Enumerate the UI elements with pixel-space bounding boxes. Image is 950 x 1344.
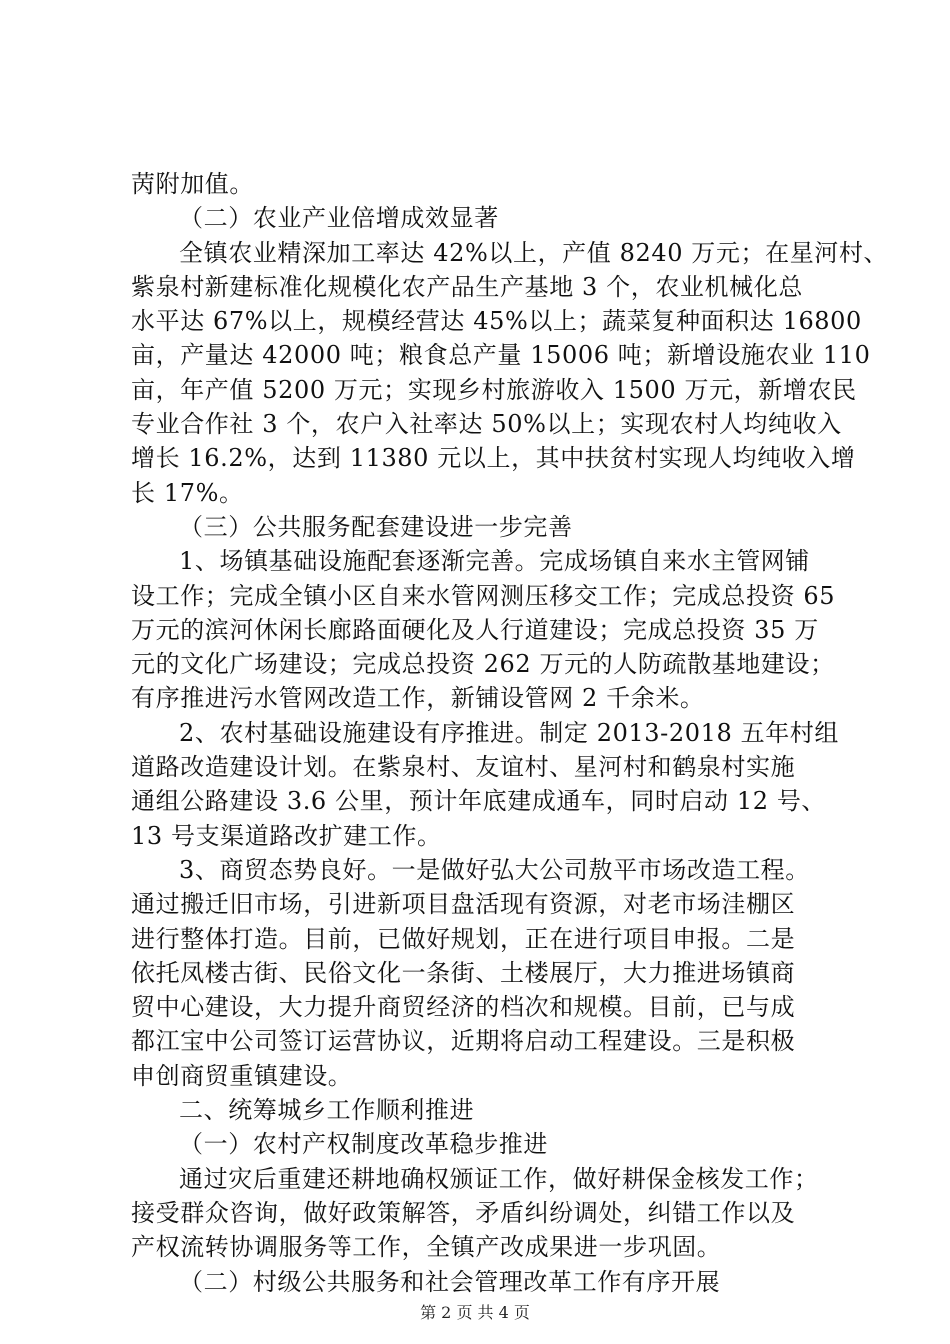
paragraph-line: 进行整体打造。目前，已做好规划，正在进行项目申报。二是 (131, 924, 796, 953)
paragraph-line: 元的文化广场建设；完成总投资 262 万元的人防疏散基地建设； (131, 650, 835, 679)
paragraph-line: 设工作；完成全镇小区自来水管网测压移交工作；完成总投资 65 (131, 581, 836, 610)
text-line: 苪附加值。 (131, 170, 254, 198)
paragraph-line: 道路改造建设计划。在紫泉村、友谊村、星河村和鹤泉村实施 (131, 753, 796, 782)
paragraph-line: 产权流转协调服务等工作，全镇产改成果进一步巩固。 (131, 1233, 722, 1262)
section-heading: （二）村级公共服务和社会管理改革工作有序开展 (179, 1267, 721, 1296)
section-heading: （二）农业产业倍增成效显著 (179, 204, 499, 233)
paragraph-line: 2、农村基础设施建设有序推进。制定 2013-2018 五年村组 (179, 718, 839, 747)
paragraph-line: 有序推进污水管网改造工作，新铺设管网 2 千余米。 (131, 684, 705, 713)
paragraph-line: 1、场镇基础设施配套逐渐完善。完成场镇自来水主管网铺 (179, 547, 810, 576)
section-heading: （三）公共服务配套建设进一步完善 (179, 512, 573, 541)
paragraph-line: 依托凤楼古街、民俗文化一条街、土楼展厅，大力推进场镇商 (131, 958, 796, 987)
section-heading: 二、统筹城乡工作顺利推进 (179, 1096, 475, 1125)
paragraph-line: 接受群众咨询，做好政策解答，矛盾纠纷调处，纠错工作以及 (131, 1198, 796, 1227)
paragraph-line: 水平达 67%以上，规模经营达 45%以上；蔬菜复种面积达 16800 (131, 307, 862, 336)
paragraph-line: 通过灾后重建还耕地确权颁证工作，做好耕保金核发工作； (179, 1164, 819, 1193)
paragraph-line: 专业合作社 3 个，农户入社率达 50%以上；实现农村人均纯收入 (131, 410, 842, 439)
page-number-footer: 第 2 页 共 4 页 (420, 1303, 530, 1322)
paragraph-line: 长 17%。 (131, 478, 244, 507)
paragraph-line: 3、商贸态势良好。一是做好弘大公司敖平市场改造工程。 (179, 855, 810, 884)
paragraph-line: 全镇农业精深加工率达 42%以上，产值 8240 万元；在星河村、 (179, 238, 889, 267)
paragraph-line: 贸中心建设，大力提升商贸经济的档次和规模。目前，已与成 (131, 993, 796, 1022)
document-body (131, 167, 889, 1299)
paragraph-line: 增长 16.2%，达到 11380 元以上，其中扶贫村实现人均纯收入增 (131, 444, 856, 473)
paragraph-line: 紫泉村新建标准化规模化农产品生产基地 3 个，农业机械化总 (131, 272, 803, 301)
paragraph-line: 通过搬迁旧市场，引进新项目盘活现有资源，对老市场洼棚区 (131, 890, 796, 919)
section-heading: （一）农村产权制度改革稳步推进 (179, 1130, 548, 1159)
paragraph-line: 亩，年产值 5200 万元；实现乡村旅游收入 1500 万元，新增农民 (131, 375, 857, 404)
paragraph-line: 亩，产量达 42000 吨；粮食总产量 15006 吨；新增设施农业 110 (131, 341, 871, 370)
paragraph-line: 13 号支渠道路改扩建工作。 (131, 821, 442, 850)
paragraph-line: 都江宝中公司签订运营协议，近期将启动工程建设。三是积极 (131, 1027, 796, 1056)
paragraph-line: 万元的滨河休闲长廊路面硬化及人行道建设；完成总投资 35 万 (131, 615, 819, 644)
paragraph-line: 申创商贸重镇建设。 (131, 1061, 353, 1090)
paragraph-line: 通组公路建设 3.6 公里，预计年底建成通车，同时启动 12 号、 (131, 787, 827, 816)
